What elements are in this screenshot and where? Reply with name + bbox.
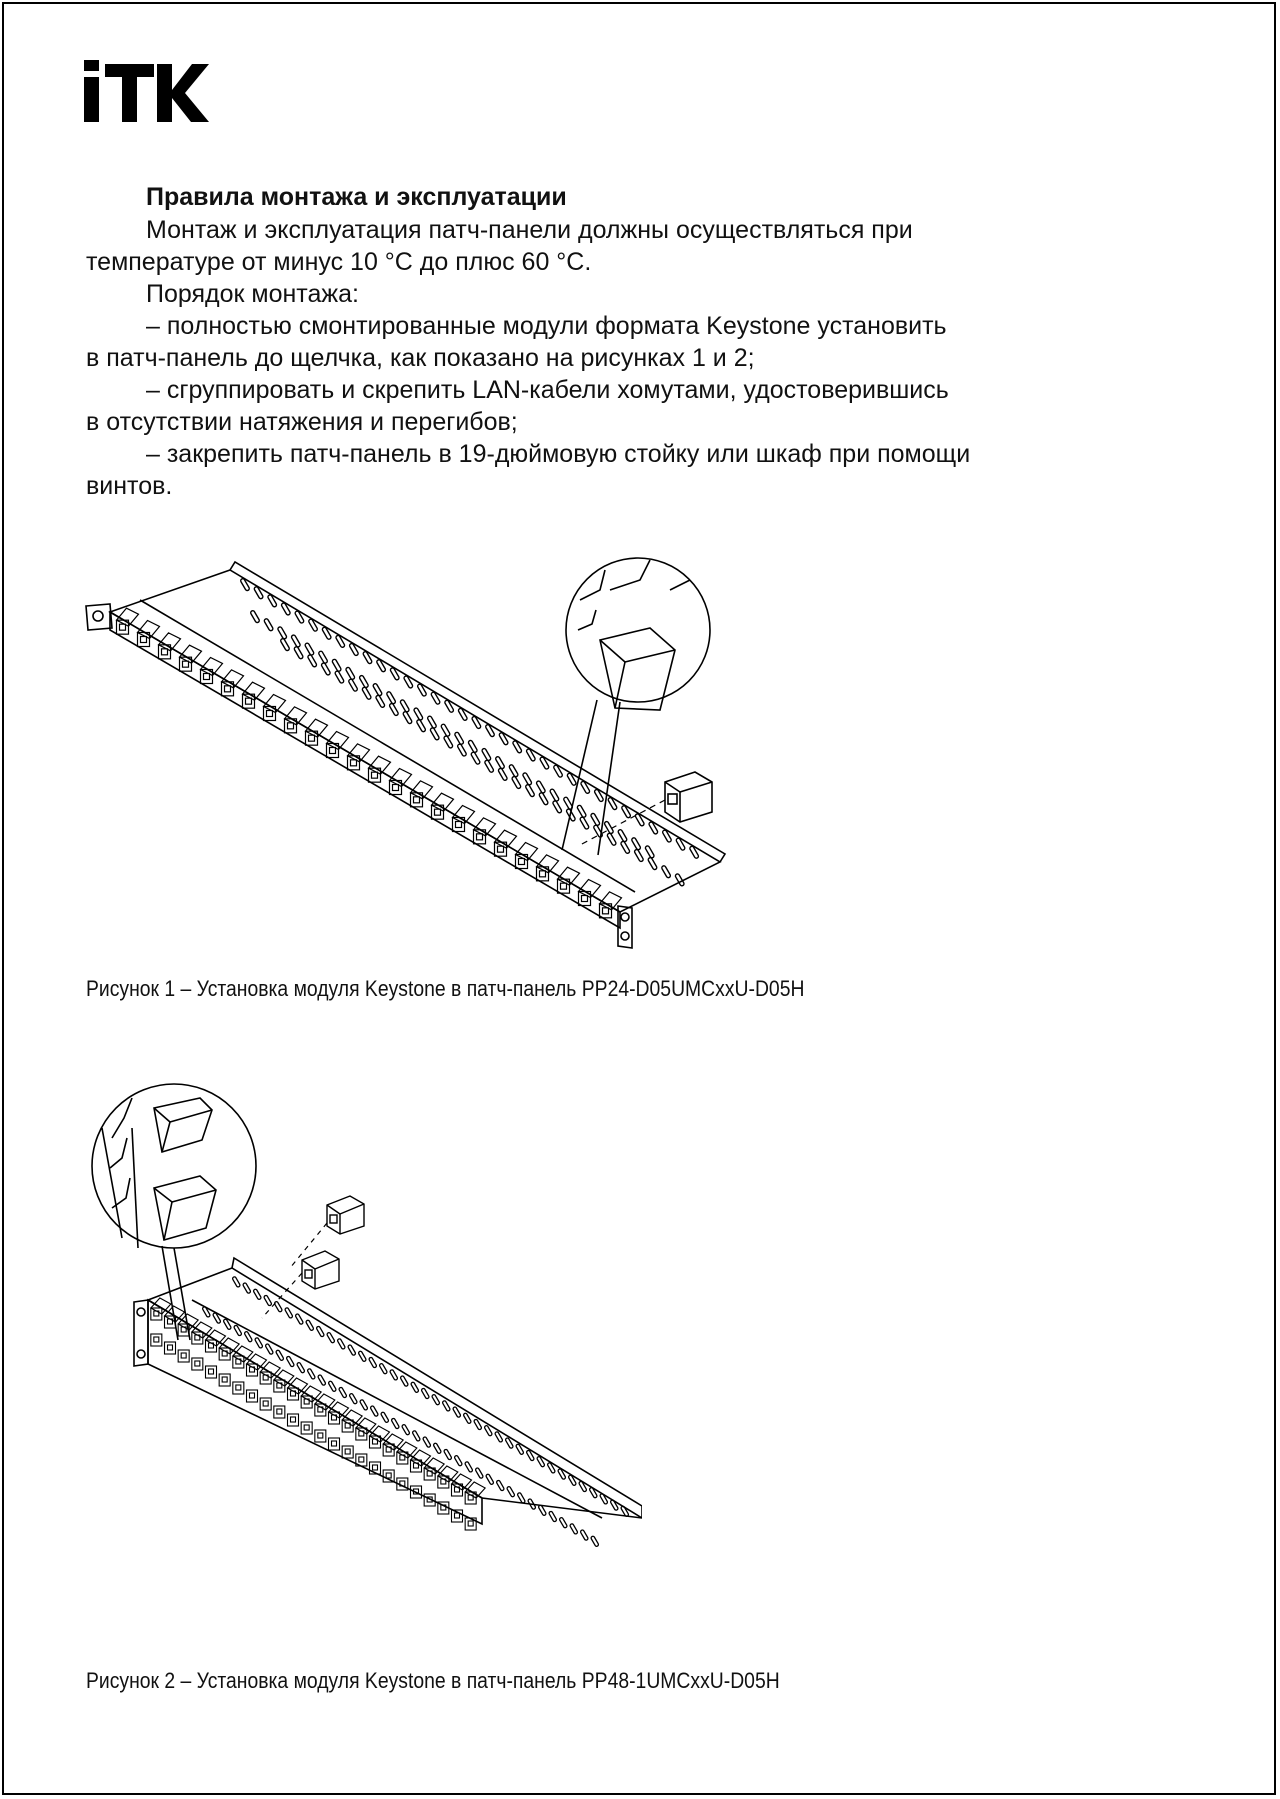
- cable-slot: [577, 805, 587, 818]
- rj45-port: [165, 1342, 176, 1354]
- cable-slot: [369, 1357, 378, 1368]
- cable-slot: [444, 1449, 453, 1460]
- cable-slot: [579, 816, 589, 829]
- cable-slot: [496, 1480, 505, 1491]
- rj45-port: [151, 1334, 162, 1346]
- rj45-port: [219, 1348, 230, 1360]
- cable-slot: [525, 784, 535, 797]
- rj45-port: [233, 1382, 244, 1394]
- cable-slot: [307, 654, 317, 667]
- cable-slot: [618, 829, 628, 842]
- cable-slot: [307, 1368, 316, 1379]
- rj45-port: [206, 1340, 217, 1352]
- cable-slot: [432, 1394, 441, 1405]
- cable-slot: [465, 1461, 474, 1472]
- rj45-port-opening: [582, 896, 588, 902]
- cable-slot: [608, 797, 618, 810]
- rj45-port-opening: [183, 661, 189, 667]
- cable-slot: [363, 651, 373, 664]
- rj45-port: [329, 1412, 340, 1424]
- cable-slot: [255, 1337, 264, 1348]
- cable-slot: [412, 1430, 421, 1441]
- paragraph-line: температуре от минус 10 °С до плюс 60 °С.: [86, 248, 592, 276]
- cable-slot: [634, 849, 644, 862]
- cable-slot: [376, 659, 386, 672]
- cable-slot: [294, 646, 304, 659]
- cable-slot: [276, 1350, 285, 1361]
- cable-slot: [243, 1282, 252, 1293]
- cable-slot: [370, 1405, 379, 1416]
- rj45-port: [315, 1404, 326, 1416]
- rj45-port: [192, 1332, 203, 1344]
- rj45-port: [315, 1430, 326, 1442]
- cable-slot: [286, 1356, 295, 1367]
- cable-slot: [360, 1399, 369, 1410]
- cable-slot: [444, 700, 454, 713]
- cable-slot: [589, 1487, 598, 1498]
- cable-slot: [327, 1332, 336, 1343]
- cable-slot: [475, 1467, 484, 1478]
- cable-slot: [318, 1374, 327, 1385]
- cable-slot: [345, 667, 355, 680]
- rj45-port-opening: [414, 797, 420, 803]
- rj45-port-opening: [386, 1473, 391, 1478]
- cable-slot: [526, 748, 536, 761]
- cable-slot: [570, 1523, 579, 1534]
- rj45-port: [356, 1428, 367, 1440]
- rj45-port-opening: [246, 698, 252, 704]
- cable-slot: [443, 735, 453, 748]
- cable-slot: [373, 683, 383, 696]
- cable-slot: [591, 1536, 600, 1547]
- cable-slot: [539, 792, 549, 805]
- cable-slot: [381, 1412, 390, 1423]
- cable-slot: [441, 724, 451, 737]
- figure-2-caption: Рисунок 2 – Установка модуля Keystone в патч-панель PP48-1UMCxxU-D05H: [86, 1668, 780, 1693]
- rj45-port: [370, 1436, 381, 1448]
- list-item-line: в отсутствии натяжения и перегибов;: [86, 408, 518, 436]
- section-heading: Правила монтажа и эксплуатации: [146, 183, 567, 211]
- cable-slot: [335, 635, 345, 648]
- rj45-port-opening: [477, 834, 483, 840]
- rj45-port-opening: [332, 1441, 337, 1446]
- rj45-port: [247, 1364, 258, 1376]
- cable-slot: [349, 643, 359, 656]
- cable-slot: [522, 772, 532, 785]
- figure-2-illustration: [82, 1078, 642, 1598]
- rj45-port-opening: [351, 760, 357, 766]
- rj45-port-opening: [291, 1417, 296, 1422]
- cable-slot: [481, 748, 491, 761]
- rj45-port: [233, 1356, 244, 1368]
- cable-slot: [411, 1382, 420, 1393]
- cable-slot: [389, 703, 399, 716]
- cable-slot: [463, 1413, 472, 1424]
- cable-slot: [390, 1369, 399, 1380]
- cable-slot: [676, 838, 686, 851]
- cable-slot: [471, 752, 481, 765]
- rj45-port: [383, 1470, 394, 1482]
- cable-slot: [511, 776, 521, 789]
- cable-slot: [427, 715, 437, 728]
- cable-slot: [594, 789, 604, 802]
- cable-slot: [485, 724, 495, 737]
- cable-slot: [539, 756, 549, 769]
- cable-slot: [413, 707, 423, 720]
- cable-slot: [306, 1320, 315, 1331]
- cable-slot: [403, 711, 413, 724]
- cable-slot: [553, 765, 563, 778]
- paragraph-line: Монтаж и эксплуатация патч-панели должны осуществляться при: [146, 216, 913, 244]
- cable-slot: [264, 1295, 273, 1306]
- cable-slot: [232, 1276, 241, 1287]
- cable-slot: [318, 651, 328, 664]
- rj45-port: [329, 1438, 340, 1450]
- cable-slot: [359, 675, 369, 688]
- cable-slot: [202, 1306, 211, 1317]
- rj45-port: [260, 1398, 271, 1410]
- cable-slot: [280, 638, 290, 651]
- cable-slot: [648, 821, 658, 834]
- cable-slot: [471, 716, 481, 729]
- rj45-port-opening: [120, 624, 126, 630]
- cable-slot: [265, 1343, 274, 1354]
- cable-slot: [552, 800, 562, 813]
- cable-slot: [620, 841, 630, 854]
- rj45-port-opening: [154, 1337, 159, 1342]
- rj45-port-opening: [455, 1513, 460, 1518]
- rj45-port-opening: [345, 1449, 350, 1454]
- list-item-line: в патч-панель до щелчка, как показано на рисунках 1 и 2;: [86, 344, 755, 372]
- rj45-port: [301, 1422, 312, 1434]
- cable-slot: [297, 1362, 306, 1373]
- rj45-port-opening: [372, 772, 378, 778]
- cable-slot: [559, 1517, 568, 1528]
- rj45-port-opening: [263, 1401, 268, 1406]
- rj45-port: [301, 1396, 312, 1408]
- cable-slot: [294, 610, 304, 623]
- rj45-port-opening: [204, 674, 210, 680]
- cable-slot: [274, 1301, 283, 1312]
- cable-slot: [421, 1388, 430, 1399]
- cable-slot: [635, 813, 645, 826]
- cable-slot: [391, 1418, 400, 1429]
- paragraph-line: Порядок монтажа:: [146, 280, 359, 308]
- cable-slot: [468, 740, 478, 753]
- cable-slot: [579, 1481, 588, 1492]
- cable-slot: [328, 1381, 337, 1392]
- rj45-port-opening: [195, 1361, 200, 1366]
- rj45-port: [178, 1350, 189, 1362]
- rj45-port-opening: [309, 735, 315, 741]
- cable-slot: [610, 1499, 619, 1510]
- rj45-port: [342, 1446, 353, 1458]
- cable-slot: [304, 642, 314, 655]
- figure-1-illustration: [80, 550, 740, 960]
- cable-slot: [386, 691, 396, 704]
- cable-slot: [337, 1338, 346, 1349]
- cable-slot: [689, 846, 699, 859]
- cable-slot: [453, 1406, 462, 1417]
- rj45-port-opening: [225, 686, 231, 692]
- rj45-port-opening: [236, 1385, 241, 1390]
- rj45-port-opening: [162, 649, 168, 655]
- cable-slot: [250, 610, 260, 623]
- cable-slot: [568, 1475, 577, 1486]
- cable-slot: [254, 586, 264, 599]
- cable-slot: [291, 634, 301, 647]
- itk-logo-graphic: [84, 60, 209, 122]
- cable-slot: [348, 679, 358, 692]
- rj45-port: [247, 1390, 258, 1402]
- cable-slot: [549, 788, 559, 801]
- cable-slot: [495, 756, 505, 769]
- cable-slot: [454, 732, 464, 745]
- cable-slot: [358, 1351, 367, 1362]
- rj45-port: [151, 1308, 162, 1320]
- cable-slot: [661, 865, 671, 878]
- rj45-port: [192, 1358, 203, 1370]
- cable-slot: [308, 619, 318, 632]
- cable-slot: [442, 1400, 451, 1411]
- cable-slot: [417, 683, 427, 696]
- cable-slot: [549, 1511, 558, 1522]
- cable-slot: [375, 695, 385, 708]
- cable-slot: [431, 692, 441, 705]
- cable-slot: [509, 764, 519, 777]
- rj45-port-opening: [498, 846, 504, 852]
- cable-slot: [295, 1313, 304, 1324]
- cable-slot: [567, 773, 577, 786]
- cable-slot: [281, 602, 291, 615]
- list-item-line: – закрепить патч-панель в 19-дюймовую стойку или шкаф при помощи: [146, 440, 971, 468]
- patch-panel-48-drawing: [82, 1078, 642, 1598]
- cable-slot: [433, 1443, 442, 1454]
- rj45-port: [274, 1406, 285, 1418]
- cable-slot: [423, 1436, 432, 1447]
- rj45-port-opening: [603, 908, 609, 914]
- cable-slot: [285, 1307, 294, 1318]
- cable-slot: [512, 740, 522, 753]
- cable-slot: [607, 833, 617, 846]
- cable-slot: [339, 1387, 348, 1398]
- cable-slot: [264, 618, 274, 631]
- cable-slot: [403, 675, 413, 688]
- cable-slot: [334, 670, 344, 683]
- cable-slot: [590, 813, 600, 826]
- list-item-line: – полностью смонтированные модули формата Keystone установить: [146, 312, 947, 340]
- instructions: [86, 180, 1086, 502]
- cable-slot: [621, 805, 631, 818]
- rj45-port-opening: [168, 1345, 173, 1350]
- cable-slot: [416, 719, 426, 732]
- rj45-port-opening: [330, 748, 336, 754]
- cable-slot: [400, 699, 410, 712]
- cable-slot: [348, 1344, 357, 1355]
- cable-slot: [390, 667, 400, 680]
- rj45-port-opening: [393, 785, 399, 791]
- rj45-port: [274, 1380, 285, 1392]
- rj45-port: [219, 1374, 230, 1386]
- rj45-port-opening: [373, 1465, 378, 1470]
- rj45-port-opening: [519, 859, 525, 865]
- cable-slot: [267, 594, 277, 607]
- cable-slot: [631, 837, 641, 850]
- rj45-port-opening: [561, 883, 567, 889]
- rj45-port-opening: [209, 1369, 214, 1374]
- cable-slot: [253, 1289, 262, 1300]
- rj45-port-opening: [288, 723, 294, 729]
- cable-slot: [400, 1375, 409, 1386]
- cable-slot: [645, 845, 655, 858]
- cable-slot: [316, 1326, 325, 1337]
- cable-slot: [499, 732, 509, 745]
- figure-1-caption: Рисунок 1 – Установка модуля Keystone в патч-панель PP24-D05UMCxxU-D05H: [86, 976, 805, 1001]
- cable-slot: [457, 743, 467, 756]
- patch-panel-24-drawing: [80, 550, 740, 960]
- cable-slot: [332, 659, 342, 672]
- rj45-port: [288, 1388, 299, 1400]
- rj45-port: [260, 1372, 271, 1384]
- cable-slot: [244, 1331, 253, 1342]
- cable-slot: [498, 768, 508, 781]
- rj45-port-opening: [267, 711, 273, 717]
- cable-slot: [600, 1493, 609, 1504]
- rj45-port-opening: [277, 1409, 282, 1414]
- cable-slot: [580, 781, 590, 794]
- cable-slot: [662, 829, 672, 842]
- list-item-line: – сгруппировать и скрепить LAN-кабели хомутами, удостоверившись: [146, 376, 949, 404]
- cable-slot: [648, 857, 658, 870]
- cable-slot: [240, 578, 250, 591]
- cable-slot: [362, 687, 372, 700]
- rj45-port-opening: [468, 1521, 473, 1526]
- rj45-port: [206, 1366, 217, 1378]
- cable-slot: [580, 1529, 589, 1540]
- rj45-port-opening: [435, 809, 441, 815]
- cable-slot: [402, 1424, 411, 1435]
- cable-slot: [379, 1363, 388, 1374]
- rj45-port-opening: [222, 1377, 227, 1382]
- cable-slot: [277, 626, 287, 639]
- rj45-port: [342, 1420, 353, 1432]
- itk-logo: [84, 60, 209, 122]
- cable-slot: [486, 1474, 495, 1485]
- list-item-line: винтов.: [86, 472, 173, 500]
- cable-slot: [458, 708, 468, 721]
- cable-slot: [536, 780, 546, 793]
- rj45-port-opening: [181, 1353, 186, 1358]
- cable-slot: [484, 760, 494, 773]
- cable-slot: [454, 1455, 463, 1466]
- cable-slot: [322, 627, 332, 640]
- cable-slot: [321, 662, 331, 675]
- cable-slot: [349, 1393, 358, 1404]
- rj45-port-opening: [540, 871, 546, 877]
- rj45-port: [288, 1414, 299, 1426]
- rj45-port-opening: [359, 1457, 364, 1462]
- rj45-port-opening: [250, 1393, 255, 1398]
- rj45-port-opening: [456, 822, 462, 828]
- cable-slot: [507, 1486, 516, 1497]
- rj45-port-opening: [304, 1425, 309, 1430]
- rj45-port-opening: [318, 1433, 323, 1438]
- cable-slot: [430, 727, 440, 740]
- rj45-port-opening: [141, 637, 147, 643]
